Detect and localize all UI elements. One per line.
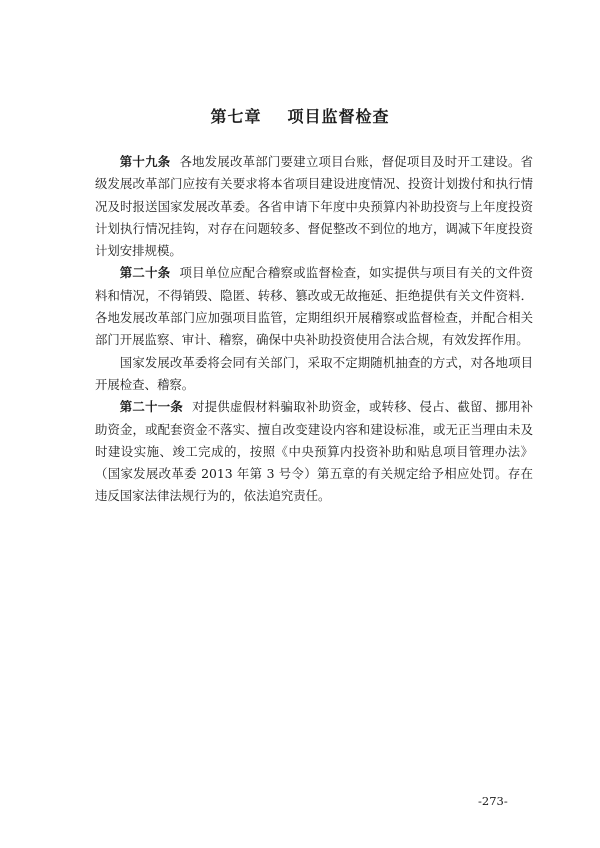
article-label: 第二十一条 xyxy=(119,399,183,415)
page-number: -273- xyxy=(478,794,508,808)
article-label: 第二十条 xyxy=(119,265,171,281)
article-21 xyxy=(95,396,533,507)
chapter-title xyxy=(0,104,600,127)
article-20-continuation xyxy=(95,352,533,397)
body-text xyxy=(95,151,533,508)
article-20 xyxy=(95,262,533,351)
article-text: 项目单位应配合稽察或监督检查，如实提供与项目有关的文件资料和情况，不得销毁、隐匿、转移、篡改或无故拖延、拒绝提供有关文件资料．各地发展改革部门应加强项目监管，定期组织开展稽察或监督检查，并配合相关部门开展监察、审计、稽察，确保中央补助投资使用合法合规，有效发挥作用。 xyxy=(95,265,534,348)
paragraph-text: 国家发展改革委将会同有关部门，采取不定期随机抽查的方式，对各地项目开展检查、稽察。 xyxy=(95,354,533,392)
article-text: 各地发展改革部门要建立项目台账，督促项目及时开工建设。省级发展改革部门应按有关要求将本省项目建设进度情况、投资计划拨付和执行情况及时报送国家发展改革委。各省申请下年度中央预算内补助投资与上年度投资计划执行情况挂钩，对存在问题较多、督促整改不到位的地方，调减下年度投资计划安排规模。 xyxy=(95,154,534,259)
chapter-name: 项目监督检查 xyxy=(287,107,390,126)
chapter-number: 第七章 xyxy=(210,107,262,126)
article-label: 第十九条 xyxy=(119,154,171,169)
article-19 xyxy=(95,151,533,262)
article-text: 对提供虚假材料骗取补助资金，或转移、侵占、截留、挪用补助资金，或配套资金不落实、擅自改变建设内容和建设标准，或无正当理由未及时建设实施、竣工完成的，按照《中央预算内投资补助和贴息项目管理办法》（国家发展改革委 2013 年第 3 号令）第五章的有关规定给予相应处罚。存在违反国家法律法规行为的，依法追究责任。 xyxy=(95,399,534,504)
